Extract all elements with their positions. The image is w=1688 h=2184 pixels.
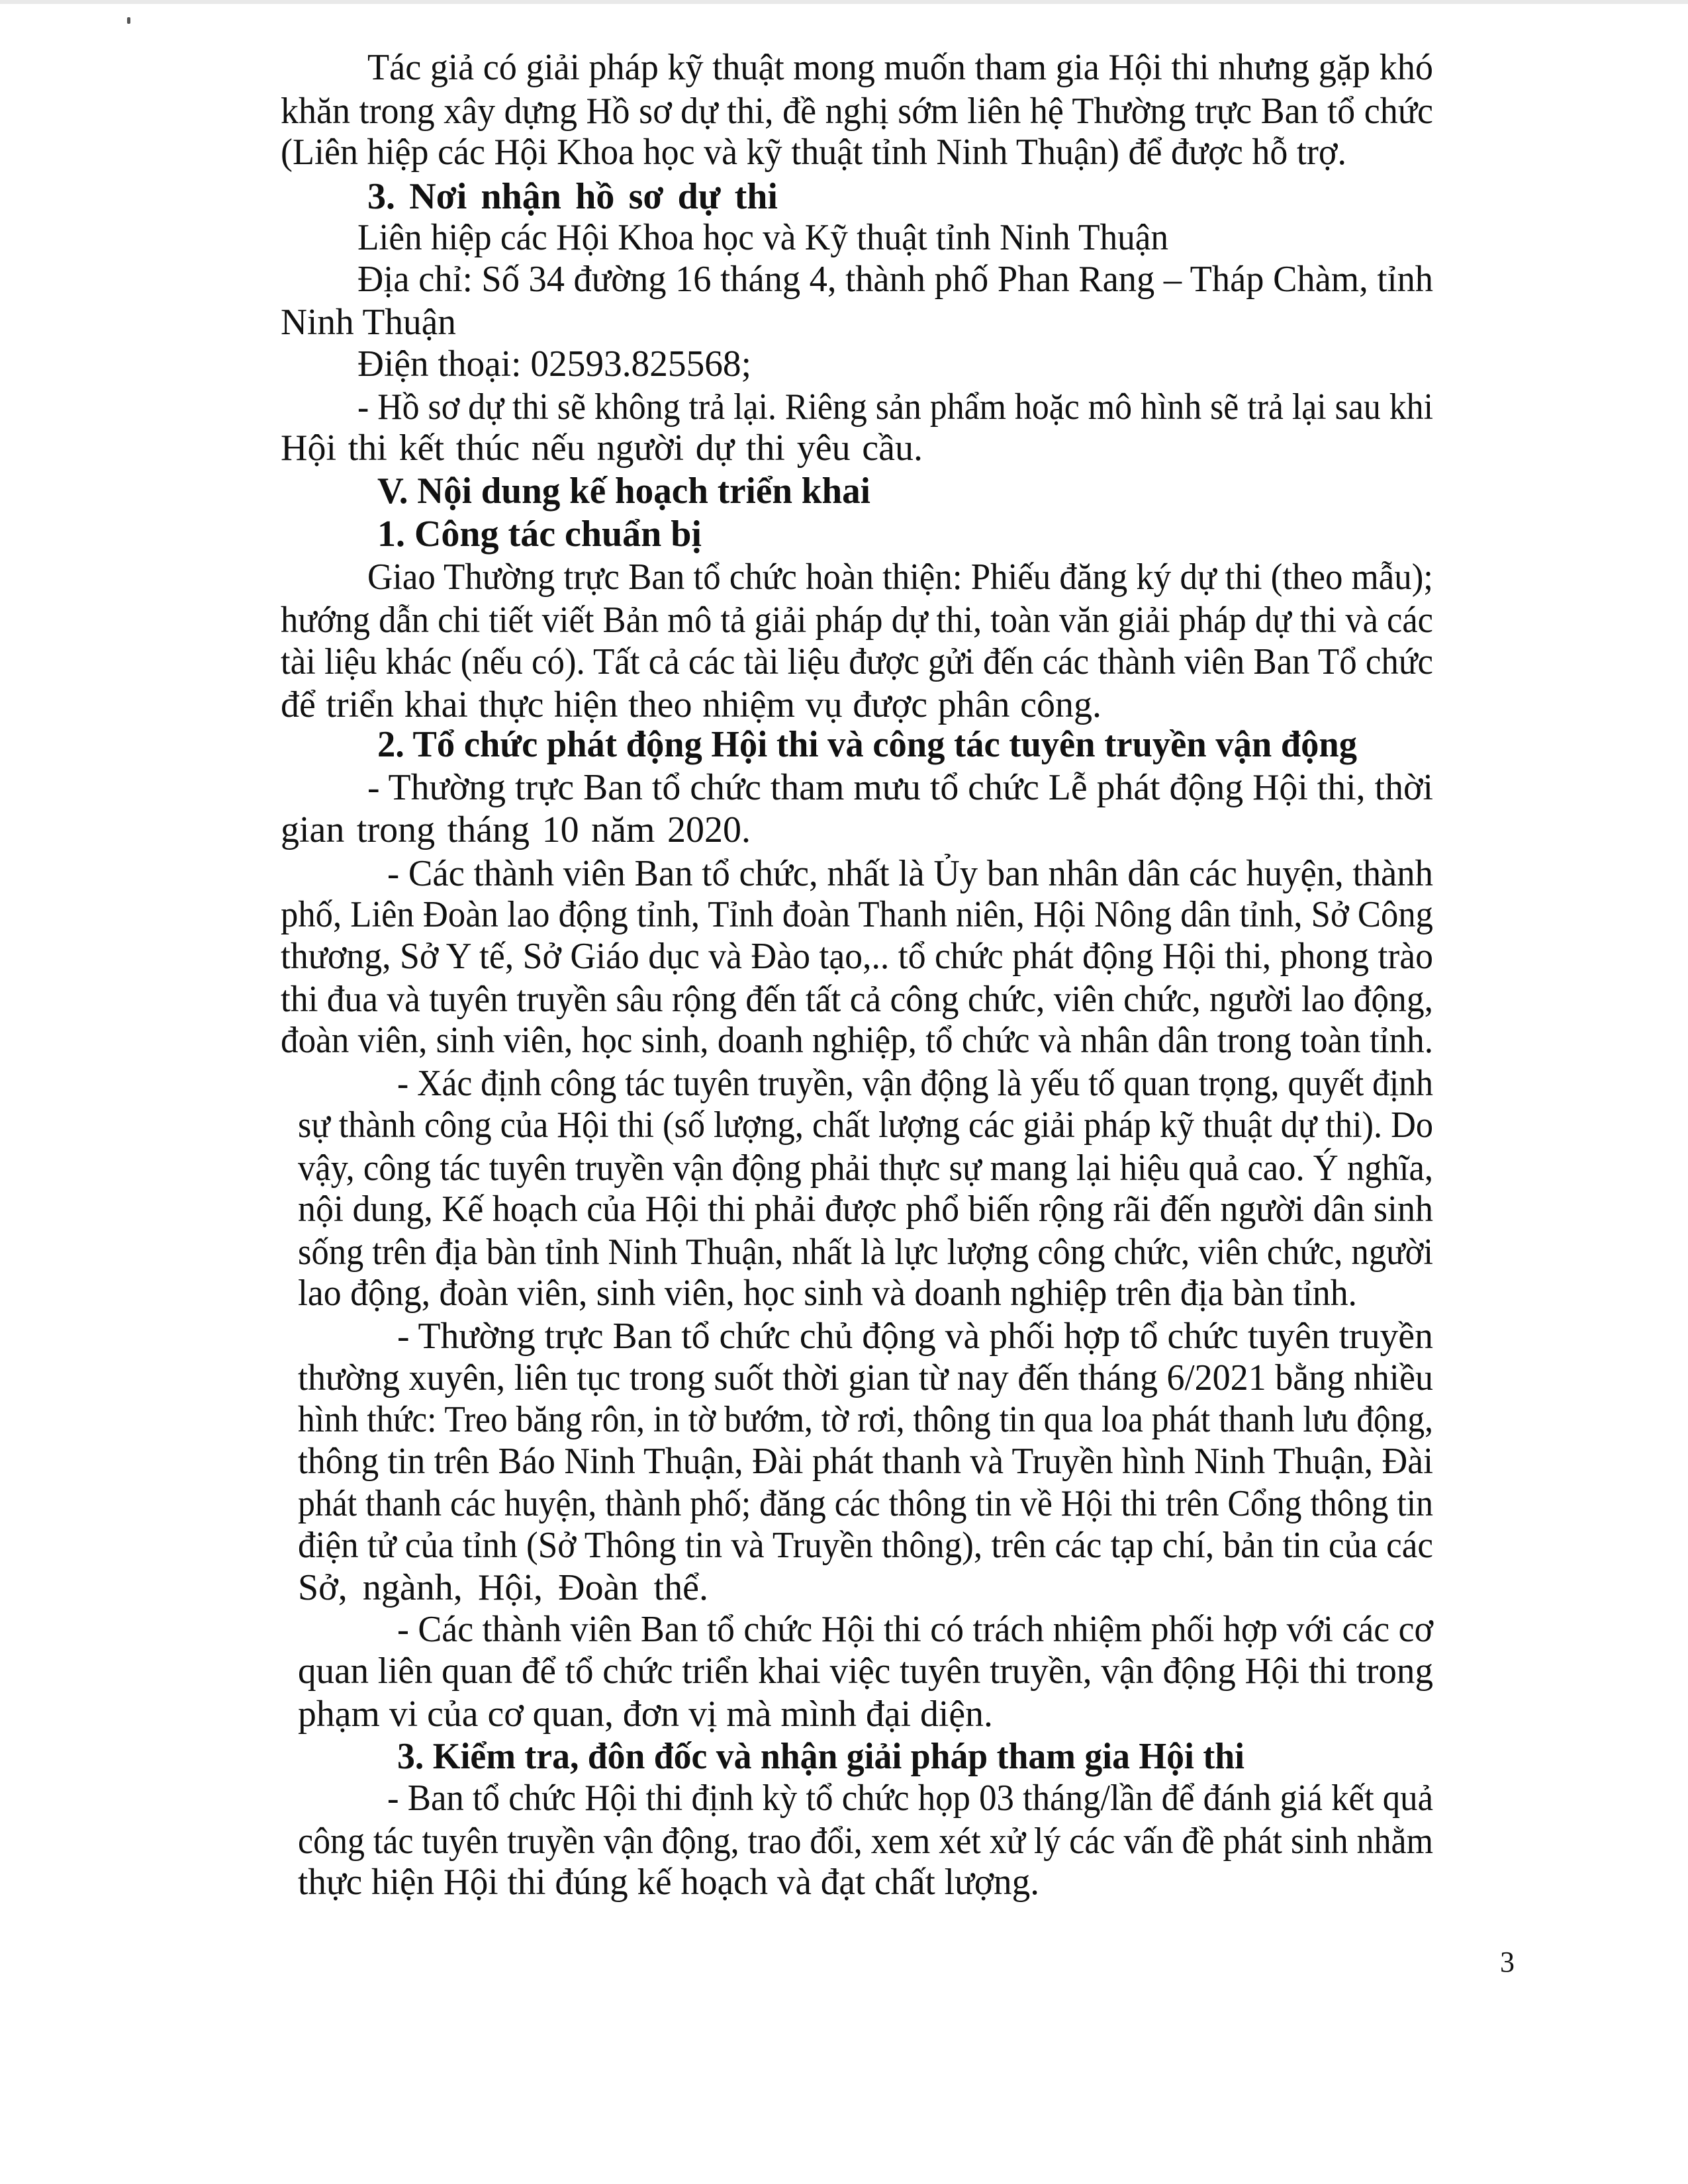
text-line: thương, Sở Y tế, Sở Giáo dục và Đào tạo,.. tổ chức phát động Hội thi, phong trào [281,936,1433,977]
scan-top-edge [0,0,1688,4]
text-line: - Các thành viên Ban tổ chức, nhất là Ủy ban nhân dân các huyện, thành [387,853,1433,894]
text-line: hình thức: Treo băng rôn, in tờ bướm, tờ rơi, thông tin qua loa phát thanh lưu động, [298,1399,1433,1440]
section-heading: 2. Tổ chức phát động Hội thi và công tác tuyên truyền vận động [377,724,1357,765]
text-line: thực hiện Hội thi đúng kế hoạch và đạt chất lượng. [298,1862,1039,1903]
text-line: - Ban tổ chức Hội thi định kỳ tổ chức họp 03 tháng/lần để đánh giá kết quả [387,1778,1433,1819]
text-line: - Thường trực Ban tổ chức tham mưu tổ chức Lễ phát động Hội thi, thời [367,767,1433,808]
section-heading: 3. Kiểm tra, đôn đốc và nhận giải pháp tham gia Hội thi [397,1736,1244,1777]
text-line: - Hồ sơ dự thi sẽ không trả lại. Riêng sản phẩm hoặc mô hình sẽ trả lại sau khi [357,387,1433,428]
text-line: tài liệu khác (nếu có). Tất cả các tài liệu được gửi đến các thành viên Ban Tổ chức [281,641,1433,682]
text-line: - Các thành viên Ban tổ chức Hội thi có trách nhiệm phối hợp với các cơ [397,1609,1433,1650]
text-line: gian trong tháng 10 năm 2020. [281,809,751,850]
text-line: Liên hiệp các Hội Khoa học và Kỹ thuật tỉnh Ninh Thuận [357,217,1168,258]
section-heading: V. Nội dung kế hoạch triển khai [377,471,870,512]
scan-speck [127,17,130,24]
text-line: Giao Thường trực Ban tổ chức hoàn thiện: Phiếu đăng ký dự thi (theo mẫu); [367,557,1433,598]
text-line: nội dung, Kế hoạch của Hội thi phải được phổ biến rộng rãi đến người dân sinh [298,1189,1433,1230]
text-line: khăn trong xây dựng Hồ sơ dự thi, đề nghị sớm liên hệ Thường trực Ban tổ chức [281,91,1433,132]
text-line: (Liên hiệp các Hội Khoa học và kỹ thuật tỉnh Ninh Thuận) để được hỗ trợ. [281,132,1346,173]
text-line: phát thanh các huyện, thành phố; đăng các thông tin về Hội thi trên Cổng thông tin [298,1483,1433,1524]
text-line: Điện thoại: 02593.825568; [357,343,751,385]
text-line: để triển khai thực hiện theo nhiệm vụ được phân công. [281,684,1102,725]
text-line: - Thường trực Ban tổ chức chủ động và phối hợp tổ chức tuyên truyền [397,1316,1433,1357]
text-line: lao động, đoàn viên, sinh viên, học sinh và doanh nghiệp trên địa bàn tỉnh. [298,1273,1357,1314]
page-number: 3 [1500,1946,1515,1978]
text-line: đoàn viên, sinh viên, học sinh, doanh nghiệp, tổ chức và nhân dân trong toàn tỉnh. [281,1020,1433,1061]
text-line: - Xác định công tác tuyên truyền, vận động là yếu tố quan trọng, quyết định [397,1063,1433,1104]
text-line: sống trên địa bàn tỉnh Ninh Thuận, nhất là lực lượng công chức, viên chức, người [298,1232,1433,1273]
text-line: phố, Liên Đoàn lao động tỉnh, Tỉnh đoàn Thanh niên, Hội Nông dân tỉnh, Sở Công [281,894,1433,935]
text-line: thi đua và tuyên truyền sâu rộng đến tất cả công chức, viên chức, người lao động, [281,979,1433,1020]
text-line: Sở, ngành, Hội, Đoàn thể. [298,1567,709,1608]
text-line: vậy, công tác tuyên truyền vận động phải thực sự mang lại hiệu quả cao. Ý nghĩa, [298,1148,1433,1189]
section-heading: 1. Công tác chuẩn bị [377,514,702,555]
text-line: sự thành công của Hội thi (số lượng, chất lượng các giải pháp kỹ thuật dự thi). Do [298,1105,1433,1146]
text-line: hướng dẫn chi tiết viết Bản mô tả giải pháp dự thi, toàn văn giải pháp dự thi và các [281,600,1433,641]
text-line: Tác giả có giải pháp kỹ thuật mong muốn tham gia Hội thi nhưng gặp khó [367,47,1433,88]
text-line: quan liên quan để tổ chức triển khai việc tuyên truyền, vận động Hội thi trong [298,1651,1433,1692]
text-line: thông tin trên Báo Ninh Thuận, Đài phát thanh và Truyền hình Ninh Thuận, Đài [298,1441,1433,1482]
text-line: thường xuyên, liên tục trong suốt thời gian từ nay đến tháng 6/2021 bằng nhiều [298,1357,1433,1398]
text-line: Ninh Thuận [281,302,456,343]
text-line: Địa chỉ: Số 34 đường 16 tháng 4, thành phố Phan Rang – Tháp Chàm, tỉnh [357,259,1433,300]
text-line: điện tử của tỉnh (Sở Thông tin và Truyền thông), trên các tạp chí, bản tin của các [298,1525,1433,1566]
text-line: công tác tuyên truyền vận động, trao đổi, xem xét xử lý các vấn đề phát sinh nhằm [298,1821,1433,1862]
text-line: Hội thi kết thúc nếu người dự thi yêu cầu. [281,428,923,469]
text-line: phạm vi của cơ quan, đơn vị mà mình đại diện. [298,1694,993,1735]
section-heading: 3. Nơi nhận hồ sơ dự thi [367,176,778,217]
